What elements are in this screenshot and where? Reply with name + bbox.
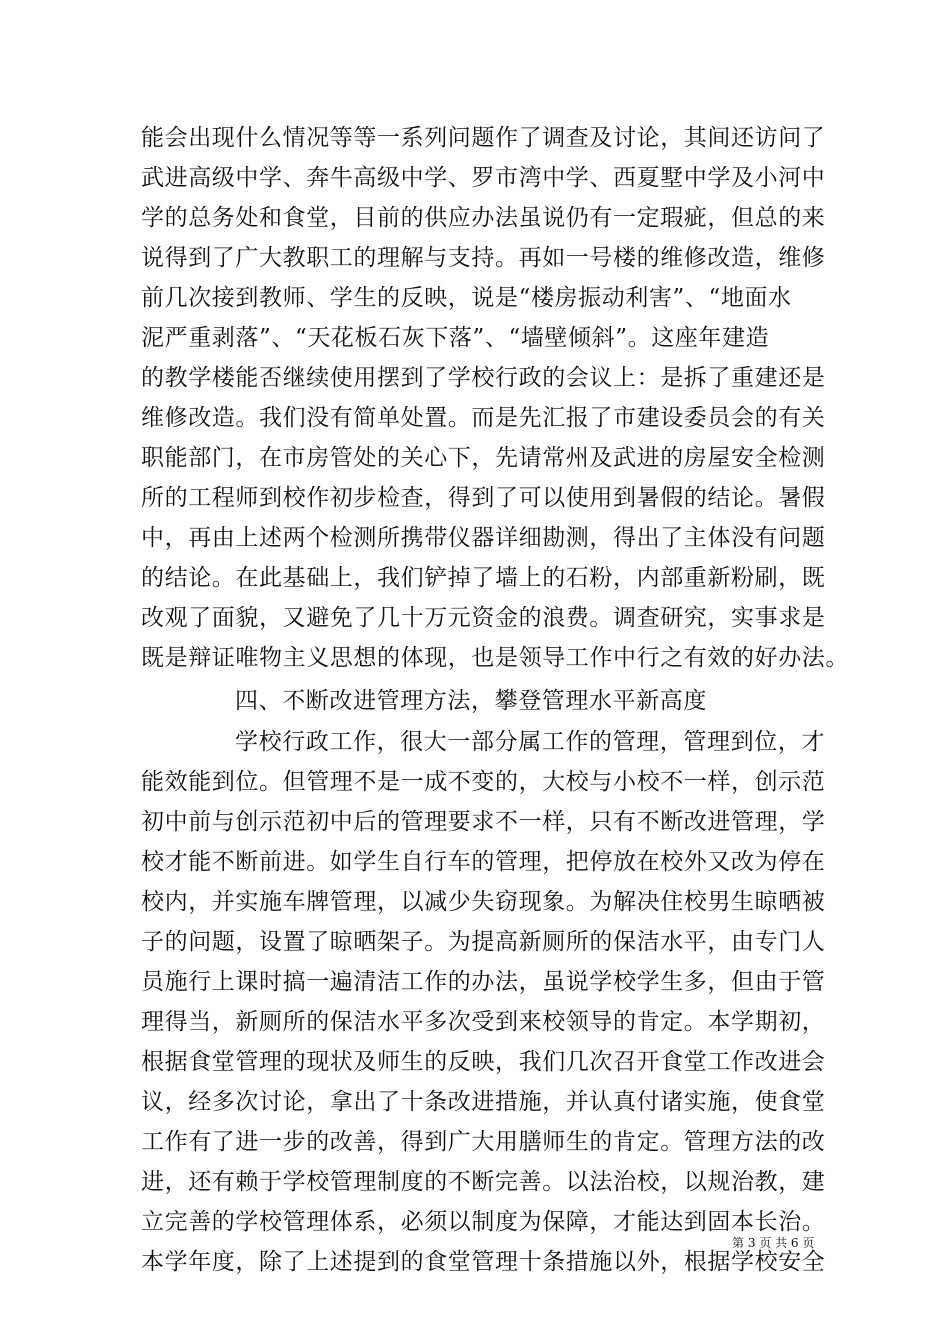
text-line: 工作有了进一步的改善，得到广大用膳师生的肯定。管理方法的改: [141, 1129, 826, 1155]
text-line: 子的问题，设置了晾晒架子。为提高新厕所的保洁水平，由专门人: [141, 929, 826, 955]
text-line: 进，还有赖于学校管理制度的不断完善。以法治校，以规治教，建: [141, 1169, 826, 1195]
text-line: 本学年度，除了上述提到的食堂管理十条措施以外，根据学校安全: [141, 1249, 826, 1275]
text-line: 能会出现什么情况等等一系列问题作了调查及讨论，其间还访问了: [141, 125, 826, 151]
text-line: 武进高级中学、奔牛高级中学、罗市湾中学、西夏墅中学及小河中: [141, 165, 826, 191]
text-line: 所的工程师到校作初步检查，得到了可以使用到暑假的结论。暑假: [141, 485, 826, 511]
text-line: 既是辩证唯物主义思想的体现，也是领导工作中行之有效的好办法。: [141, 645, 849, 671]
text-line: 的教学楼能否继续使用摆到了学校行政的会议上：是拆了重建还是: [141, 365, 826, 391]
text-line: 议，经多次讨论，拿出了十条改进措施，并认真付诸实施，使食堂: [141, 1089, 826, 1115]
text-line: 理得当，新厕所的保洁水平多次受到来校领导的肯定。本学期初，: [141, 1009, 826, 1035]
text-line: 立完善的学校管理体系，必须以制度为保障，才能达到固本长治。: [141, 1209, 826, 1235]
text-line: 校内，并实施车牌管理，以减少失窃现象。为解决住校男生晾晒被: [141, 889, 826, 915]
page-number: 第 3 页 共 6 页: [732, 1236, 815, 1250]
text-line: 根据食堂管理的现状及师生的反映，我们几次召开食堂工作改进会: [141, 1049, 826, 1075]
paragraph-first-line: 学校行政工作，很大一部分属工作的管理，管理到位，才: [235, 729, 825, 755]
text-line: 初中前与创示范初中后的管理要求不一样，只有不断改进管理，学: [141, 809, 826, 835]
text-line: 学的总务处和食堂，目前的供应办法虽说仍有一定瑕疵，但总的来: [141, 205, 826, 231]
text-line: 改观了面貌，又避免了几十万元资金的浪费。调查研究，实事求是: [141, 605, 826, 631]
text-line: 校才能不断前进。如学生自行车的管理，把停放在校外又改为停在: [141, 849, 826, 875]
text-line: 员施行上课时搞一遍清洁工作的办法，虽说学校学生多，但由于管: [141, 969, 826, 995]
text-line: 职能部门，在市房管处的关心下，先请常州及武进的房屋安全检测: [141, 445, 826, 471]
text-line: 中，再由上述两个检测所携带仪器详细勘测，得出了主体没有问题: [141, 525, 826, 551]
text-line: 的结论。在此基础上，我们铲掉了墙上的石粉，内部重新粉刷，既: [141, 565, 826, 591]
text-line: 能效能到位。但管理不是一成不变的，大校与小校不一样，创示范: [141, 769, 826, 795]
section-heading: 四、不断改进管理方法，攀登管理水平新高度: [235, 688, 707, 714]
text-line: 泥严重剥落”、“天花板石灰下落”、“墙壁倾斜”。这座年建造: [141, 325, 770, 351]
text-line: 说得到了广大教职工的理解与支持。再如一号楼的维修改造，维修: [141, 245, 826, 271]
text-line: 维修改造。我们没有简单处置。而是先汇报了市建设委员会的有关: [141, 405, 826, 431]
text-line: 前几次接到教师、学生的反映，说是“楼房振动利害”、“地面水: [141, 285, 792, 311]
